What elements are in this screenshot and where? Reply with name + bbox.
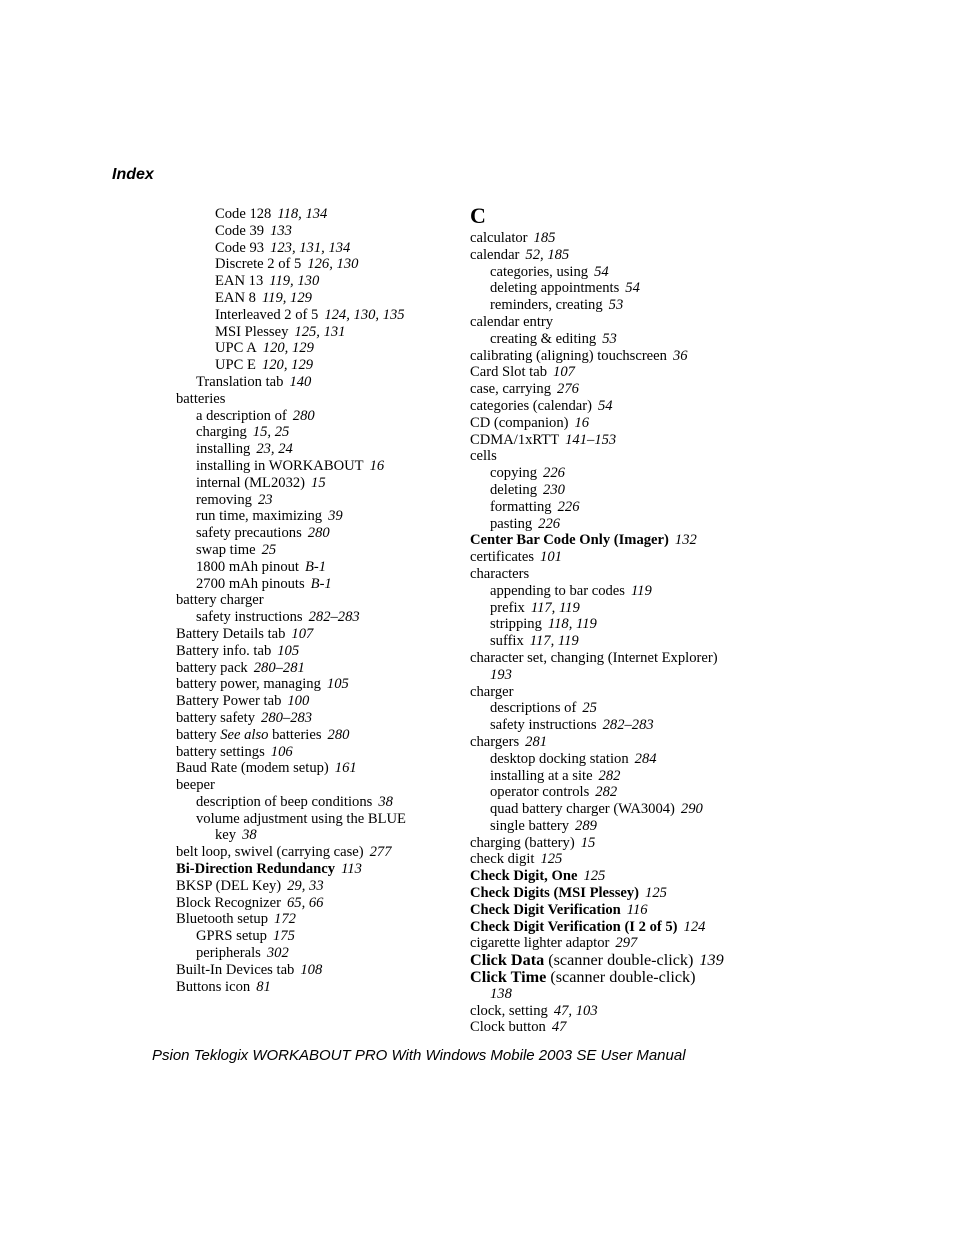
page-reference: 124 — [683, 918, 706, 935]
index-term: Battery info. tab — [176, 642, 272, 659]
index-entry — [176, 643, 446, 660]
index-term: operator controls — [490, 784, 590, 801]
index-term: cigarette lighter adaptor — [470, 935, 610, 952]
page-reference: 47, 103 — [553, 1002, 598, 1019]
page-reference: 280 — [327, 726, 350, 743]
page-reference: 126, 130 — [307, 256, 359, 273]
index-entry — [176, 492, 446, 509]
index-entry — [470, 600, 760, 617]
index-term: a description of — [196, 407, 287, 424]
index-entry — [470, 667, 760, 684]
index-term: volume adjustment using the BLUE — [196, 810, 406, 827]
index-term: Code 39 — [215, 222, 265, 239]
index-entry — [176, 777, 446, 794]
index-entry — [470, 751, 760, 768]
index-entry — [176, 340, 446, 357]
page-reference: 193 — [490, 666, 512, 683]
page-reference: 138 — [490, 985, 512, 1002]
index-term: peripherals — [196, 945, 261, 962]
index-term: charger — [470, 683, 514, 700]
page-reference: 113 — [341, 861, 362, 878]
index-term: beeper — [176, 777, 215, 794]
index-term: Bi-Direction Redundancy — [176, 861, 336, 878]
page-reference: 65, 66 — [286, 894, 324, 911]
index-term: appending to bar codes — [490, 582, 625, 599]
index-term: run time, maximizing — [196, 508, 323, 525]
index-term: reminders, creating — [490, 297, 603, 314]
index-column-right — [470, 204, 760, 1036]
index-term: creating & editing — [490, 330, 597, 347]
index-term: pasting — [490, 515, 533, 532]
index-column-left — [176, 206, 446, 995]
index-entry — [176, 374, 446, 391]
page-reference: 230 — [543, 481, 565, 498]
index-entry — [470, 835, 760, 852]
index-entry — [470, 549, 760, 566]
index-term: characters — [470, 565, 530, 582]
index-entry — [176, 676, 446, 693]
page-reference: 276 — [557, 381, 579, 398]
index-term: chargers — [470, 733, 520, 750]
index-entry — [176, 710, 446, 727]
page-reference: 132 — [674, 532, 697, 549]
index-term: stripping — [490, 616, 542, 633]
index-entry — [176, 592, 446, 609]
page-reference: 107 — [553, 364, 575, 381]
index-term: EAN 13 — [215, 273, 264, 290]
index-entry — [176, 844, 446, 861]
page-reference: 284 — [634, 750, 657, 767]
index-entry — [470, 650, 760, 667]
index-entry — [176, 928, 446, 945]
index-term: calendar — [470, 246, 520, 263]
page-reference: 282–283 — [602, 717, 654, 734]
index-entry — [176, 811, 446, 828]
index-term: UPC E — [215, 357, 256, 374]
index-term: safety instructions — [196, 609, 303, 626]
index-term: calendar entry — [470, 313, 554, 330]
page-reference: 117, 119 — [529, 633, 579, 650]
index-entry — [176, 760, 446, 777]
page-reference: 105 — [326, 676, 349, 693]
index-entry — [470, 280, 760, 297]
index-entry — [176, 240, 446, 257]
page-reference: 38 — [242, 827, 257, 844]
index-term: battery power, managing — [176, 676, 321, 693]
index-term: Discrete 2 of 5 — [215, 256, 302, 273]
index-term: Code 128 — [215, 206, 272, 222]
page-reference: 139 — [699, 951, 724, 970]
index-entry — [470, 331, 760, 348]
page-reference: 297 — [615, 935, 638, 952]
page-reference: 54 — [625, 280, 640, 297]
index-term: description of beep conditions — [196, 793, 373, 810]
page-reference: 124, 130, 135 — [324, 306, 405, 323]
index-term: EAN 8 — [215, 289, 256, 306]
page-reference: B-1 — [304, 558, 327, 575]
index-term: 2700 mAh pinouts — [196, 575, 305, 592]
page-reference: 289 — [575, 817, 597, 834]
index-term: suffix — [490, 633, 524, 650]
index-entry — [470, 851, 760, 868]
page-reference: 133 — [270, 222, 292, 239]
index-term: character set, changing (Internet Explorer) — [470, 649, 718, 666]
index-entry — [176, 324, 446, 341]
index-term: calibrating (aligning) touchscreen — [470, 347, 667, 364]
index-entry — [176, 744, 446, 761]
index-entry — [176, 559, 446, 576]
index-entry — [176, 979, 446, 996]
page-reference: 119, 129 — [261, 289, 312, 306]
page-reference: 23 — [257, 491, 273, 508]
page-reference: 282 — [595, 784, 618, 801]
index-entry — [176, 223, 446, 240]
index-term: Battery Details tab — [176, 625, 286, 642]
index-entry — [470, 616, 760, 633]
index-entry — [470, 448, 760, 465]
index-entry — [470, 415, 760, 432]
index-term: removing — [196, 491, 252, 508]
page-reference: 120, 129 — [261, 357, 314, 374]
page-reference: 290 — [680, 801, 703, 818]
page-reference: 280 — [307, 525, 330, 542]
page-reference: 140 — [289, 373, 312, 390]
index-term: CDMA/1xRTT — [470, 431, 560, 448]
index-entry — [470, 516, 760, 533]
index-entry — [176, 475, 446, 492]
index-term: Card Slot tab — [470, 364, 548, 381]
index-entry — [470, 364, 760, 381]
index-term: batteries — [176, 390, 226, 407]
index-entry — [470, 314, 760, 331]
index-entry — [176, 609, 446, 626]
index-entry — [470, 969, 760, 986]
index-term: Check Digit Verification (I 2 of 5) — [470, 918, 678, 935]
section-letter: C — [470, 203, 486, 228]
index-entry — [176, 660, 446, 677]
index-term: quad battery charger (WA3004) — [490, 801, 675, 818]
index-entry — [470, 264, 760, 281]
page-reference: 23, 24 — [256, 441, 293, 458]
page-reference: 107 — [291, 625, 314, 642]
index-term: copying — [490, 465, 538, 482]
index-term: prefix — [490, 599, 525, 616]
page-reference: 141–153 — [565, 431, 617, 448]
index-entry — [176, 273, 446, 290]
index-entry — [470, 1019, 760, 1036]
index-term: cells — [470, 448, 497, 465]
index-term: battery settings — [176, 743, 265, 760]
page-reference: 25 — [261, 541, 277, 558]
page-reference: 16 — [574, 414, 590, 431]
index-entry — [470, 297, 760, 314]
index-entry — [176, 542, 446, 559]
index-entry — [470, 902, 760, 919]
index-term: deleting — [490, 481, 538, 498]
page-reference: 226 — [538, 515, 561, 532]
index-entry — [470, 1003, 760, 1020]
page-reference: 118, 134 — [277, 206, 328, 222]
index-term: battery safety — [176, 709, 256, 726]
page-reference: B-1 — [310, 575, 332, 592]
index-term: battery charger — [176, 592, 264, 609]
index-entry — [470, 633, 760, 650]
index-entry — [176, 290, 446, 307]
index-term: Block Recognizer — [176, 894, 281, 911]
page-reference: 38 — [378, 793, 393, 810]
index-entry — [470, 885, 760, 902]
index-term: Center Bar Code Only (Imager) — [470, 532, 669, 549]
page-reference: 106 — [270, 743, 293, 760]
index-entry — [176, 307, 446, 324]
index-term: CD (companion) — [470, 414, 569, 431]
page-reference: 15 — [311, 474, 326, 491]
index-entry — [176, 626, 446, 643]
page-reference: 100 — [287, 693, 310, 710]
index-term: case, carrying — [470, 381, 552, 398]
index-entry — [176, 861, 446, 878]
index-term-suffix: (scanner double-click) — [548, 951, 694, 970]
page-reference: 116 — [626, 901, 648, 918]
index-entry — [176, 827, 446, 844]
page-reference: 118, 119 — [547, 616, 597, 633]
index-entry — [470, 381, 760, 398]
index-term: key — [215, 827, 237, 844]
index-entry — [470, 768, 760, 785]
index-entry — [176, 408, 446, 425]
page-reference: 53 — [608, 297, 624, 314]
page-reference: 25 — [582, 700, 597, 717]
index-entry — [176, 878, 446, 895]
index-entry — [470, 952, 760, 969]
index-term: safety precautions — [196, 525, 302, 542]
index-term: desktop docking station — [490, 750, 629, 767]
page-reference: 52, 185 — [525, 246, 570, 263]
page-header-title: Index — [112, 166, 154, 183]
page-reference: 125 — [645, 885, 667, 902]
page-reference: 105 — [277, 642, 300, 659]
page-reference: 226 — [543, 465, 565, 482]
index-entry — [176, 693, 446, 710]
index-term: Check Digit, One — [470, 868, 578, 885]
page-reference: 119, 130 — [269, 273, 320, 290]
index-term: single battery — [490, 817, 570, 834]
index-term: battery — [176, 726, 217, 743]
page-reference: 117, 119 — [530, 599, 580, 616]
index-term: descriptions of — [490, 700, 577, 717]
index-entry — [470, 532, 760, 549]
page-reference: 125 — [540, 851, 563, 868]
index-term-suffix: batteries — [272, 726, 322, 743]
index-term: installing at a site — [490, 767, 593, 784]
index-term: Check Digits (MSI Plessey) — [470, 885, 640, 902]
page-reference: 39 — [328, 508, 343, 525]
index-entry — [176, 391, 446, 408]
page-reference: 16 — [369, 457, 385, 474]
index-term: Buttons icon — [176, 978, 251, 995]
page-reference: 226 — [557, 498, 580, 515]
page-reference: 54 — [594, 263, 609, 280]
index-entry — [176, 458, 446, 475]
index-term: safety instructions — [490, 717, 597, 734]
index-term: certificates — [470, 549, 535, 566]
index-entry — [470, 398, 760, 415]
page-reference: 125, 131 — [294, 323, 346, 340]
index-entry — [176, 424, 446, 441]
index-entry — [470, 482, 760, 499]
index-term: Interleaved 2 of 5 — [215, 306, 319, 323]
index-entry — [176, 441, 446, 458]
index-entry — [470, 465, 760, 482]
index-entry — [176, 206, 446, 223]
index-term: Battery Power tab — [176, 693, 282, 710]
index-term-suffix: (scanner double-click) — [550, 968, 696, 987]
index-term: belt loop, swivel (carrying case) — [176, 844, 364, 861]
page-reference: 54 — [597, 397, 613, 414]
index-entry — [470, 348, 760, 365]
index-term: installing — [196, 441, 251, 458]
index-entry — [470, 717, 760, 734]
page-reference: 119 — [630, 582, 652, 599]
see-also-ref: See also — [220, 726, 269, 743]
page-reference: 281 — [525, 733, 548, 750]
page-reference: 81 — [256, 978, 271, 995]
index-term: 1800 mAh pinout — [196, 558, 299, 575]
page-reference: 175 — [272, 928, 295, 945]
page-reference: 123, 131, 134 — [270, 239, 351, 256]
index-entry — [470, 734, 760, 751]
index-term: UPC A — [215, 340, 257, 357]
page-reference: 277 — [369, 844, 392, 861]
index-entry — [176, 911, 446, 928]
index-term: charging (battery) — [470, 834, 575, 851]
page-reference: 101 — [540, 549, 562, 566]
index-entry — [176, 727, 446, 744]
index-term: Built-In Devices tab — [176, 961, 295, 978]
index-entry — [470, 700, 760, 717]
index-term: Bluetooth setup — [176, 911, 269, 928]
index-entry — [176, 794, 446, 811]
index-term: calculator — [470, 230, 528, 246]
index-term: MSI Plessey — [215, 323, 289, 340]
index-entry — [176, 962, 446, 979]
index-entry — [470, 432, 760, 449]
index-entry — [176, 576, 446, 593]
index-entry — [176, 256, 446, 273]
index-term: categories (calendar) — [470, 397, 592, 414]
page-reference: 282 — [598, 767, 621, 784]
index-term: categories, using — [490, 263, 589, 280]
index-term: BKSP (DEL Key) — [176, 877, 282, 894]
index-term: GPRS setup — [196, 928, 267, 945]
index-term: formatting — [490, 498, 552, 515]
page-footer: Psion Teklogix WORKABOUT PRO With Windows Mobile 2003 SE User Manual — [152, 1047, 686, 1064]
index-term: Click Time — [470, 968, 547, 987]
index-entry — [470, 818, 760, 835]
page-reference: 29, 33 — [287, 877, 324, 894]
index-entry — [176, 508, 446, 525]
page-reference: 15, 25 — [252, 424, 290, 441]
index-term: internal (ML2032) — [196, 474, 306, 491]
page-reference: 302 — [266, 945, 289, 962]
index-term: Check Digit Verification — [470, 901, 621, 918]
index-entry — [176, 525, 446, 542]
index-term: battery pack — [176, 659, 248, 676]
index-entry — [470, 868, 760, 885]
index-entry — [470, 801, 760, 818]
page-reference: 15 — [580, 834, 596, 851]
page-reference: 108 — [300, 961, 323, 978]
page-reference: 280–283 — [261, 709, 313, 726]
page-reference: 36 — [672, 347, 688, 364]
index-term: clock, setting — [470, 1002, 548, 1019]
index-entry — [470, 784, 760, 801]
index-entry — [470, 935, 760, 952]
index-entry — [176, 357, 446, 374]
index-entry — [470, 499, 760, 516]
index-term: swap time — [196, 541, 256, 558]
index-term: Translation tab — [196, 373, 284, 390]
index-entry — [470, 684, 760, 701]
page-reference: 125 — [583, 868, 606, 885]
index-entry — [470, 919, 760, 936]
index-entry — [470, 986, 760, 1003]
page-reference: 120, 129 — [262, 340, 314, 357]
page-reference: 161 — [334, 760, 357, 777]
page-reference: 280–281 — [253, 659, 305, 676]
index-entry — [470, 583, 760, 600]
index-entry — [176, 945, 446, 962]
index-entry — [470, 247, 760, 264]
index-term: Click Data — [470, 951, 545, 970]
index-term: Clock button — [470, 1019, 546, 1036]
page-reference: 185 — [533, 230, 556, 246]
page-reference: 47 — [551, 1019, 567, 1036]
index-entry — [470, 566, 760, 583]
index-entry — [470, 230, 760, 247]
index-entry — [176, 895, 446, 912]
index-term: Code 93 — [215, 239, 265, 256]
page-reference: 53 — [602, 330, 617, 347]
page-reference: 172 — [274, 911, 296, 928]
index-term: installing in WORKABOUT — [196, 457, 364, 474]
page-reference: 282–283 — [308, 609, 360, 626]
index-term: deleting appointments — [490, 280, 620, 297]
page-reference: 280 — [292, 407, 315, 424]
index-term: Baud Rate (modem setup) — [176, 760, 329, 777]
index-term: charging — [196, 424, 247, 441]
index-term: check digit — [470, 851, 535, 868]
